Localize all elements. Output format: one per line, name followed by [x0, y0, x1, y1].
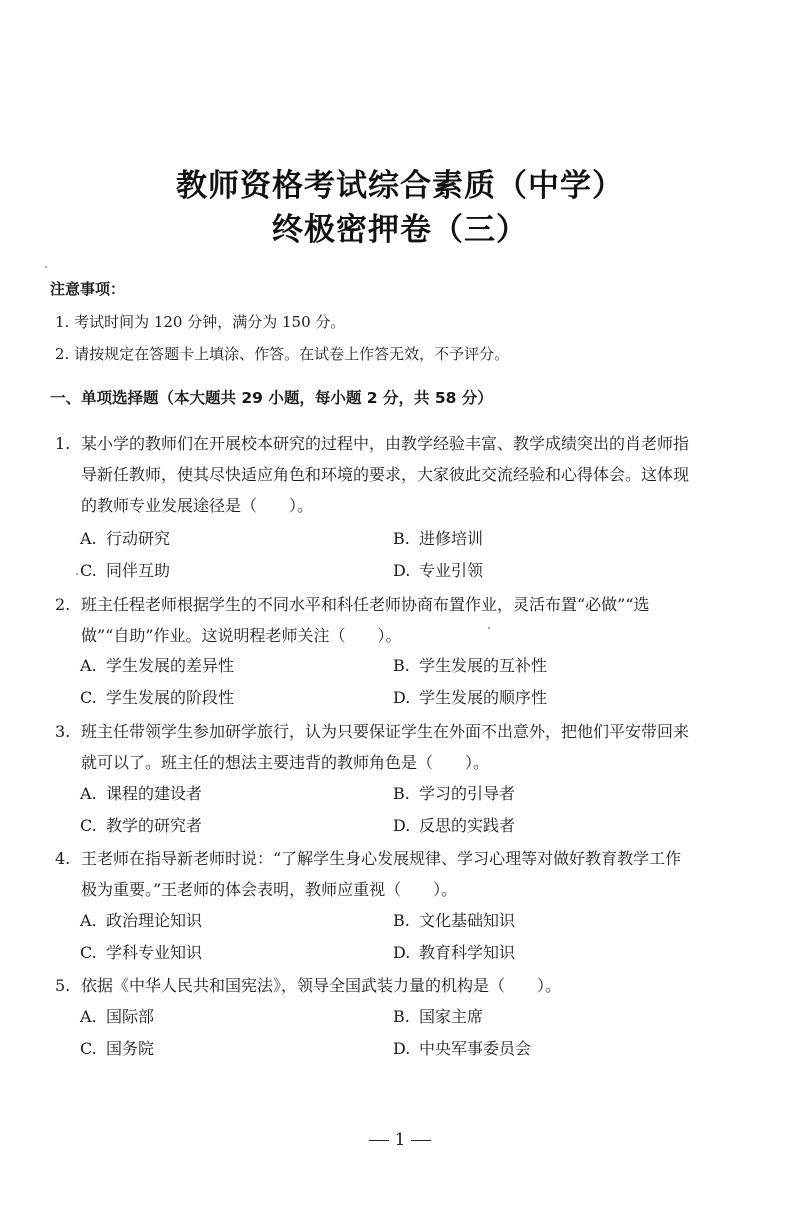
exam-title: 教师资格考试综合素质（中学） — [176, 168, 624, 204]
question-number: 4. — [55, 849, 71, 868]
question-5 — [55, 970, 745, 1001]
option-letter: A. — [80, 656, 97, 675]
option-letter: C. — [80, 816, 97, 835]
option-b — [393, 780, 515, 808]
option-text: 国务院 — [106, 1039, 155, 1058]
option-c — [80, 812, 202, 840]
question-text-line: 班主任程老师根据学生的不同水平和科任老师协商布置作业，灵活布置“必做”“选 — [81, 595, 650, 614]
option-letter: C. — [80, 943, 97, 962]
question-4 — [55, 843, 745, 905]
scan-speck — [76, 573, 78, 575]
option-c — [80, 1035, 154, 1063]
option-text: 学习的引导者 — [419, 784, 516, 803]
option-text: 学生发展的互补性 — [419, 656, 548, 675]
option-text: 行动研究 — [106, 529, 171, 548]
option-b — [393, 907, 515, 935]
section-heading: 一、单项选择题（本大题共 29 小题，每小题 2 分，共 58 分） — [50, 389, 493, 407]
exam-subtitle: 终极密押卷（三） — [272, 212, 528, 248]
option-b — [393, 652, 547, 680]
option-letter: B. — [393, 656, 410, 675]
question-number: 2. — [55, 595, 71, 614]
option-letter: B. — [393, 1007, 410, 1026]
option-d — [393, 939, 515, 967]
question-text-line: 导新任教师，使其尽快适应角色和环境的要求，大家彼此交流经验和心得体会。这体现 — [81, 465, 690, 484]
page-number: 1 — [394, 1130, 406, 1150]
option-b — [393, 525, 483, 553]
option-letter: A. — [80, 529, 97, 548]
option-text: 学生发展的阶段性 — [106, 688, 235, 707]
notice-item-2: 2. 请按规定在答题卡上填涂、作答。在试卷上作答无效，不予评分。 — [55, 345, 510, 363]
option-text: 文化基础知识 — [419, 911, 516, 930]
option-letter: D. — [393, 1039, 411, 1058]
option-text: 学科专业知识 — [106, 943, 203, 962]
option-d — [393, 684, 547, 712]
question-text-line: 班主任带领学生参加研学旅行，认为只要保证学生在外面不出意外，把他们平安带回来 — [81, 722, 690, 741]
option-letter: C. — [80, 1039, 97, 1058]
option-text: 进修培训 — [419, 529, 484, 548]
option-text: 反思的实践者 — [419, 816, 516, 835]
question-text-line: 依据《中华人民共和国宪法》，领导全国武装力量的机构是（ ）。 — [81, 976, 562, 995]
option-letter: B. — [393, 529, 410, 548]
option-text: 国际部 — [106, 1007, 155, 1026]
question-2 — [55, 589, 745, 651]
option-letter: A. — [80, 784, 97, 803]
option-c — [80, 684, 234, 712]
question-text-line: 极为重要。”王老师的体会表明，教师应重视（ ）。 — [81, 880, 458, 899]
question-text-line: 做”“自助”作业。这说明程老师关注（ ）。 — [81, 626, 402, 645]
option-a — [80, 907, 202, 935]
notice-heading: 注意事项： — [50, 280, 126, 298]
option-text: 政治理论知识 — [106, 911, 203, 930]
option-letter: C. — [80, 688, 97, 707]
option-a — [80, 652, 234, 680]
option-text: 中央军事委员会 — [419, 1039, 532, 1058]
option-letter: B. — [393, 784, 410, 803]
option-letter: D. — [393, 943, 411, 962]
option-d — [393, 812, 515, 840]
question-number: 5. — [55, 976, 71, 995]
footer-dash-right — [411, 1140, 431, 1141]
option-text: 教学的研究者 — [106, 816, 203, 835]
question-number: 1. — [55, 434, 71, 453]
option-letter: D. — [393, 816, 411, 835]
notice-item-1: 1. 考试时间为 120 分钟，满分为 150 分。 — [55, 313, 346, 331]
option-letter: B. — [393, 911, 410, 930]
option-c — [80, 939, 202, 967]
scan-speck — [45, 266, 47, 268]
option-d — [393, 1035, 531, 1063]
option-a — [80, 780, 202, 808]
footer-dash-left — [369, 1140, 389, 1141]
option-text: 专业引领 — [419, 561, 484, 580]
option-letter: A. — [80, 911, 97, 930]
option-text: 学生发展的差异性 — [106, 656, 235, 675]
question-text-line: 的教师专业发展途径是（ ）。 — [81, 496, 314, 515]
option-c — [80, 557, 170, 585]
question-number: 3. — [55, 722, 71, 741]
option-letter: D. — [393, 561, 411, 580]
question-text-line: 王老师在指导新老师时说：“了解学生身心发展规律、学习心理等对做好教育教学工作 — [81, 849, 682, 868]
question-text-line: 就可以了。班主任的想法主要违背的教师角色是（ ）。 — [81, 753, 490, 772]
option-text: 课程的建设者 — [106, 784, 203, 803]
option-a — [80, 525, 170, 553]
page-footer — [0, 1130, 800, 1150]
option-text: 教育科学知识 — [419, 943, 516, 962]
option-text: 国家主席 — [419, 1007, 484, 1026]
option-d — [393, 557, 483, 585]
question-1 — [55, 428, 745, 521]
option-text: 学生发展的顺序性 — [419, 688, 548, 707]
question-3 — [55, 716, 745, 778]
option-letter: D. — [393, 688, 411, 707]
option-a — [80, 1003, 154, 1031]
option-letter: C. — [80, 561, 97, 580]
option-b — [393, 1003, 483, 1031]
option-text: 同伴互助 — [106, 561, 171, 580]
question-text-line: 某小学的教师们在开展校本研究的过程中，由教学经验丰富、教学成绩突出的肖老师指 — [81, 434, 690, 453]
scan-speck — [488, 627, 490, 629]
option-letter: A. — [80, 1007, 97, 1026]
